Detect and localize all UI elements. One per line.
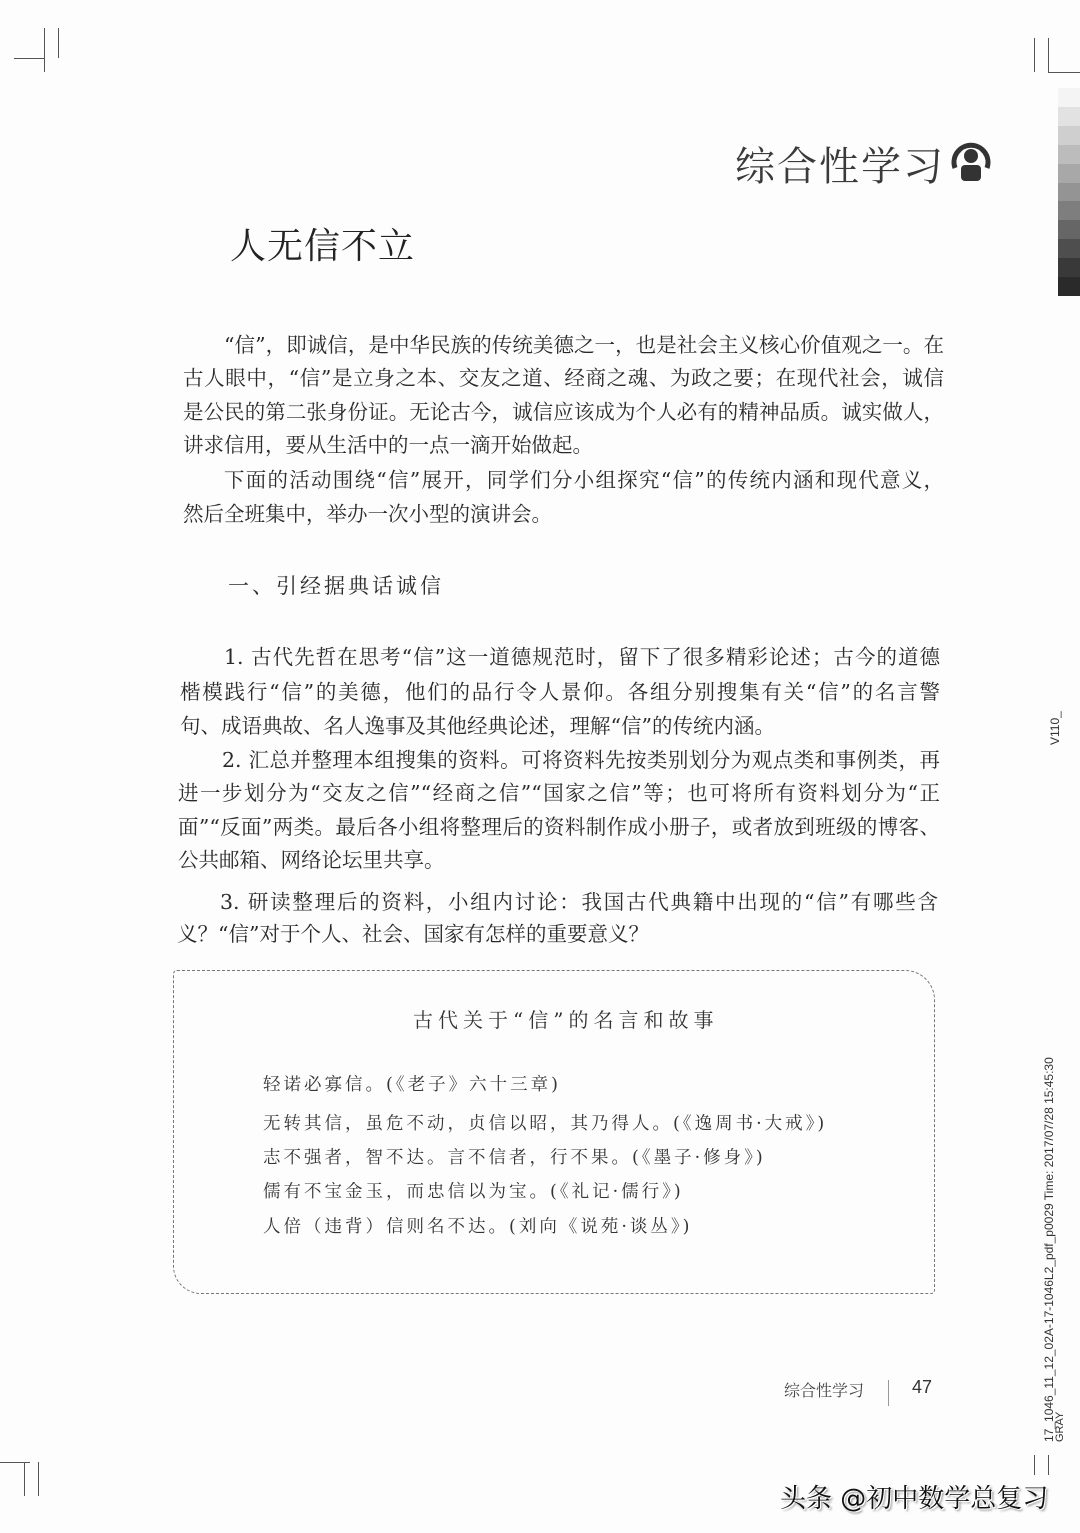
quote-item: 无转其信，虽危不动，贞信以昭，其乃得人。(《逸周书·大戒》) (263, 1114, 828, 1134)
crop-mark (38, 1462, 39, 1496)
crop-mark (58, 28, 59, 58)
chapter-title: 综合性学习 (735, 144, 945, 190)
section-heading: 一、引经据典话诚信 (228, 574, 444, 598)
text-line: 讲求信用，要从生活中的一点一滴开始做起。 (183, 433, 593, 457)
text-line: 古人眼中，“信”是立身之本、交友之道、经商之魂、为政之要；在现代社会，诚信 (183, 366, 944, 390)
text-line: 是公民的第二张身份证。无论古今，诚信应该成为个人必有的精神品质。诚实做人， (183, 400, 944, 424)
text-line: 楷模践行“信”的美德，他们的品行令人景仰。各组分别搜集有关“信”的名言警 (180, 680, 940, 704)
text-line: 然后全班集中，举办一次小型的演讲会。 (183, 502, 552, 526)
crop-mark (24, 1462, 25, 1496)
grayscale-calibration-bar (1058, 88, 1080, 296)
lesson-title: 人无信不立 (230, 226, 416, 267)
print-job-info: 17_1046_11_12_02A-17-1046L2_pdf_p0029 Time: 2017/07/28 15:45:30 (1042, 1057, 1056, 1442)
text-line: 1. 古代先哲在思考“信”这一道德规范时，留下了很多精彩论述；古今的道德 (224, 645, 940, 669)
text-line: “信”，即诚信，是中华民族的传统美德之一，也是社会主义核心价值观之一。在 (224, 333, 944, 357)
person-in-circle-icon (948, 138, 994, 184)
crop-mark (1048, 72, 1080, 73)
text-line: 义？“信”对于个人、社会、国家有怎样的重要意义？ (177, 922, 649, 946)
text-line: 面”“反面”两类。最后各小组将整理后的资料制作成小册子，或者放到班级的博客、 (178, 815, 940, 839)
print-version: V110_ (1048, 711, 1062, 745)
text-line: 3. 研读整理后的资料，小组内讨论：我国古代典籍中出现的“信”有哪些含 (220, 890, 938, 914)
crop-mark (1048, 1455, 1049, 1475)
crop-mark (14, 58, 44, 59)
text-line: 公共邮箱、网络论坛里共享。 (178, 848, 445, 872)
text-line: 下面的活动围绕“信”展开，同学们分小组探究“信”的传统内涵和现代意义， (224, 468, 944, 492)
quote-item: 志不强者，智不达。言不信者，行不果。(《墨子·修身》) (263, 1148, 766, 1168)
crop-mark (44, 28, 45, 72)
quote-item: 儒有不宝金玉，而忠信以为宝。(《礼记·儒行》) (263, 1182, 684, 1202)
text-line: 进一步划分为“交友之信”“经商之信”“国家之信”等；也可将所有资料划分为“正 (178, 781, 940, 805)
footer-divider (888, 1380, 889, 1406)
text-line: 2. 汇总并整理本组搜集的资料。可将资料先按类别划分为观点类和事例类，再 (222, 748, 940, 772)
page-number: 47 (912, 1377, 933, 1397)
text-line: 句、成语典故、名人逸事及其他经典论述，理解“信”的传统内涵。 (180, 714, 775, 738)
quote-item: 轻诺必寡信。(《老子》六十三章) (263, 1075, 561, 1095)
crop-mark (1034, 1455, 1035, 1475)
crop-mark (0, 1462, 30, 1463)
crop-mark (1048, 38, 1049, 72)
footer-section-label: 综合性学习 (784, 1383, 865, 1400)
crop-mark (1034, 38, 1035, 72)
print-color-mode: GRAY (1054, 1411, 1066, 1442)
quote-box-title: 古代关于“信”的名言和故事 (413, 1008, 719, 1032)
quote-item: 人倍（违背）信则名不达。(刘向《说苑·谈丛》) (263, 1217, 693, 1237)
watermark: 头条 @初中数学总复习 (780, 1484, 1049, 1514)
